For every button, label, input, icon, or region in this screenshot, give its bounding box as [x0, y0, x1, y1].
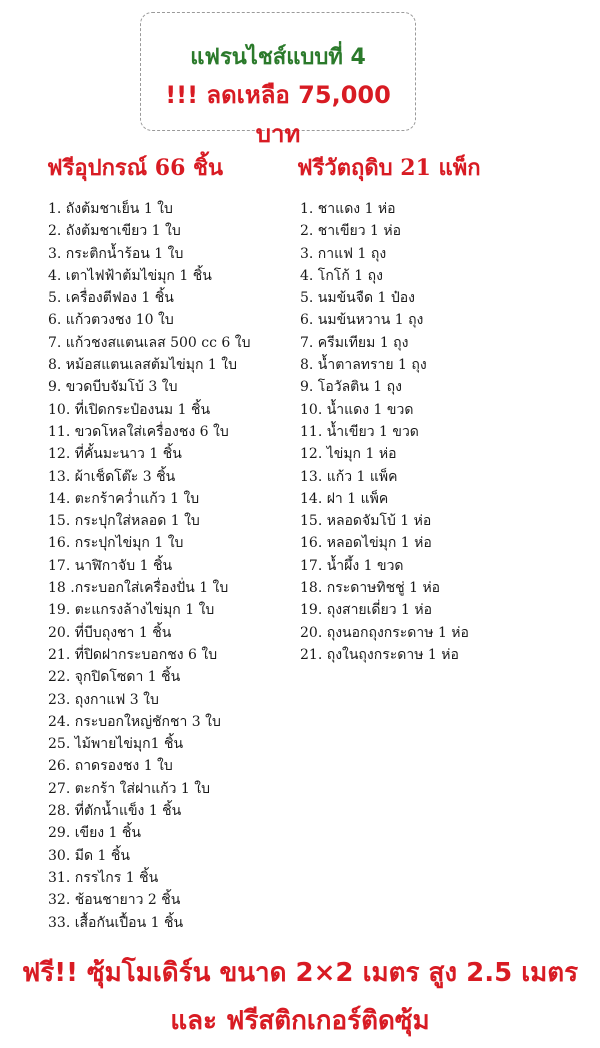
- list-item: 17. น้ำผึ้ง 1 ขวด: [300, 557, 404, 574]
- free-booth-offer: ฟรี!! ซุ้มโมเดิร์น ขนาด 2×2 เมตร สูง 2.5 เมตร: [21, 958, 579, 988]
- list-item: 27. ตะกร้า ใส่ฝาแก้ว 1 ใบ: [48, 780, 210, 797]
- list-item: 21. ที่ปิดฝากระบอกชง 6 ใบ: [48, 646, 218, 663]
- list-item: 15. หลอดจัมโบ้ 1 ห่อ: [300, 513, 432, 530]
- list-item: 7. แก้วชงสแตนเลส 500 cc 6 ใบ: [48, 334, 251, 351]
- list-item: 22. จุกปิดโซดา 1 ชิ้น: [48, 669, 181, 686]
- list-item: 17. นาฬิกาจับ 1 ชิ้น: [48, 557, 173, 574]
- list-item: 33. เสื้อกันเปื้อน 1 ชิ้น: [48, 914, 184, 931]
- list-item: 7. ครีมเทียม 1 ถุง: [300, 334, 409, 351]
- list-item: 6. นมข้นหวาน 1 ถุง: [300, 312, 424, 329]
- list-item: 13. ผ้าเช็ดโต๊ะ 3 ชิ้น: [48, 468, 176, 485]
- list-item: 25. ไม้พายไข่มุก1 ชิ้น: [48, 736, 184, 753]
- list-item: 3. กาแฟ 1 ถุง: [300, 245, 387, 262]
- list-item: 12. ที่คั้นมะนาว 1 ชิ้น: [48, 446, 182, 463]
- franchise-plan-title: แฟรนไชส์แบบที่ 4: [190, 45, 366, 70]
- list-item: 10. น้ำแดง 1 ขวด: [300, 401, 414, 418]
- equipment-list-title: ฟรีอุปกรณ์ 66 ชิ้น: [47, 155, 224, 181]
- ingredients-list: [300, 198, 469, 666]
- list-item: 31. กรรไกร 1 ชิ้น: [48, 869, 159, 886]
- list-item: 32. ช้อนชายาว 2 ชิ้น: [48, 892, 181, 909]
- list-item: 26. ถาดรองชง 1 ใบ: [48, 758, 173, 775]
- list-item: 1. ชาแดง 1 ห่อ: [300, 201, 396, 217]
- list-item: 19. ถุงสายเดี่ยว 1 ห่อ: [300, 602, 433, 619]
- list-item: 5. นมข้นจืด 1 ป๋อง: [300, 290, 415, 307]
- list-item: 9. โอวัลติน 1 ถุง: [300, 379, 402, 396]
- list-item: 4. เตาไฟฟ้าต้มไข่มุก 1 ชิ้น: [48, 267, 212, 284]
- list-item: 14. ตะกร้าคว่ำแก้ว 1 ใบ: [48, 490, 200, 507]
- list-item: 28. ที่ตักน้ำแข็ง 1 ชิ้น: [48, 803, 182, 820]
- free-sticker-offer: และ ฟรีสติกเกอร์ติดซุ้ม: [170, 1006, 430, 1036]
- list-item: 16. หลอดไข่มุก 1 ห่อ: [300, 535, 432, 552]
- list-item: 14. ฝา 1 แพ็ค: [300, 490, 389, 507]
- list-item: 1. ถังต้มชาเย็น 1 ใบ: [48, 201, 173, 217]
- list-item: 10. ที่เปิดกระป๋องนม 1 ชิ้น: [48, 401, 211, 418]
- list-item: 18. กระดาษทิชชู่ 1 ห่อ: [300, 580, 441, 597]
- list-item: 2. ถังต้มชาเขียว 1 ใบ: [48, 223, 181, 240]
- list-item: 24. กระบอกใหญ่ชักชา 3 ใบ: [48, 713, 221, 730]
- list-item: 19. ตะแกรงล้างไข่มุก 1 ใบ: [48, 602, 215, 619]
- list-item: 5. เครื่องตีฟอง 1 ชิ้น: [48, 290, 174, 307]
- discount-price-text: !!! ลดเหลือ 75,000 บาท: [165, 81, 391, 148]
- list-item: 29. เขียง 1 ชิ้น: [48, 825, 141, 842]
- list-item: 13. แก้ว 1 แพ็ค: [300, 468, 398, 485]
- list-item: 11. ขวดโหลใส่เครื่องชง 6 ใบ: [48, 423, 229, 440]
- list-item: 16. กระปุกไข่มุก 1 ใบ: [48, 535, 184, 552]
- list-item: 8. น้ำตาลทราย 1 ถุง: [300, 357, 427, 374]
- list-item: 15. กระปุกใส่หลอด 1 ใบ: [48, 513, 200, 530]
- list-item: 6. แก้วตวงชง 10 ใบ: [48, 312, 174, 329]
- list-item: 3. กระติกน้ำร้อน 1 ใบ: [48, 245, 184, 262]
- list-item: 20. ถุงนอกถุงกระดาษ 1 ห่อ: [300, 624, 469, 641]
- list-item: 12. ไข่มุก 1 ห่อ: [300, 446, 397, 463]
- promo-header-box: [140, 12, 416, 148]
- list-item: 11. น้ำเขียว 1 ขวด: [300, 423, 419, 440]
- list-item: 21. ถุงในถุงกระดาษ 1 ห่อ: [300, 646, 459, 663]
- list-item: 20. ที่บีบถุงชา 1 ชิ้น: [48, 624, 172, 641]
- list-item: 30. มีด 1 ชิ้น: [48, 847, 130, 864]
- ingredients-list-title: ฟรีวัตถุดิบ 21 แพ็ก: [297, 155, 481, 181]
- list-item: 23. ถุงกาแฟ 3 ใบ: [48, 691, 159, 708]
- list-item: 8. หม้อสแตนเลสต้มไข่มุก 1 ใบ: [48, 357, 237, 374]
- list-item: 4. โกโก้ 1 ถุง: [300, 267, 383, 284]
- equipment-list: [48, 198, 250, 934]
- list-item: 18 .กระบอกใส่เครื่องปั่น 1 ใบ: [48, 580, 229, 597]
- list-item: 2. ชาเขียว 1 ห่อ: [300, 223, 402, 240]
- list-item: 9. ขวดบีบจัมโบ้ 3 ใบ: [48, 379, 178, 396]
